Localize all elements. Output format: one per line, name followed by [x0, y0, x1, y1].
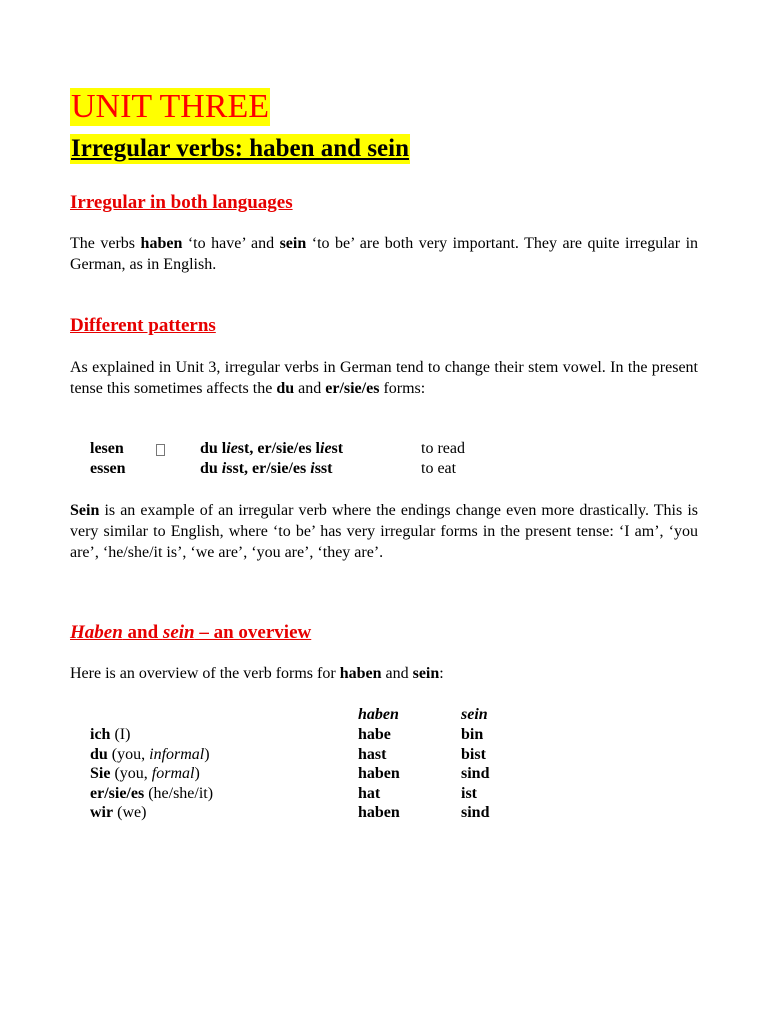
bold-run: haben: [140, 235, 183, 252]
haben-form-cell: haben: [358, 804, 400, 821]
example-table: [90, 439, 510, 478]
subtitle-block: [70, 134, 410, 164]
text-run: forms:: [379, 380, 426, 397]
pronoun-cell: er/sie/es (he/she/it): [90, 784, 214, 802]
pronoun-cell: ich (I): [90, 726, 131, 743]
table-row: [90, 784, 530, 804]
unit-title: UNIT THREE: [71, 88, 270, 125]
sein-form-cell: ist: [461, 784, 477, 802]
italic-run: sein: [162, 622, 195, 643]
section-heading-overview: [70, 621, 311, 645]
text-run: and: [122, 622, 163, 643]
table-row: [90, 745, 530, 765]
table-row: [90, 764, 530, 784]
example-verb: essen: [90, 459, 126, 477]
bold-run: sein: [279, 235, 307, 252]
sein-form-cell: sind: [461, 804, 490, 821]
text-run: and: [294, 380, 326, 397]
paragraph-irregular: [70, 233, 698, 275]
example-forms: du liest, er/sie/es liest: [200, 440, 344, 457]
haben-form-cell: habe: [358, 726, 391, 743]
section-heading-irregular: Irregular in both languages: [70, 192, 293, 213]
example-meaning: to eat: [421, 459, 457, 477]
haben-form-cell: haben: [358, 765, 400, 782]
text-run: :: [439, 665, 444, 682]
paragraph-patterns: [70, 357, 698, 399]
column-header-haben: haben: [358, 706, 399, 723]
bold-run: er/sie/es: [325, 380, 380, 397]
text-run: and: [381, 665, 413, 682]
pronoun-cell: wir (we): [90, 804, 147, 821]
sein-form-cell: bist: [461, 745, 486, 763]
main-subtitle: Irregular verbs: haben and sein: [71, 135, 410, 162]
text-run: ‘to be’ are both very important. They are quite irregular in German, as in English.: [70, 235, 699, 273]
example-forms: du isst, er/sie/es isst: [200, 459, 333, 477]
haben-form-cell: hast: [358, 745, 387, 763]
example-meaning: to read: [421, 440, 465, 457]
table-row: [90, 803, 530, 823]
pronoun-cell: Sie (you, formal): [90, 765, 200, 782]
text-run: The verbs: [70, 235, 141, 252]
text-run: As explained in Unit 3, irregular verbs in German tend to change their stem vowel. In the present tense this sometimes affects the: [70, 359, 698, 397]
sein-form-cell: sind: [461, 765, 490, 782]
bold-run: Sein: [70, 502, 100, 519]
italic-run: Haben: [70, 622, 123, 643]
text-run: ‘to have’ and: [182, 235, 280, 252]
verb-overview-table: [90, 705, 530, 823]
example-row: [90, 459, 510, 479]
text-run: is an example of an irregular verb where the endings change even more drastically. This is very similar to English, where ‘to be’ has very irregular forms in the present tense: ‘I am’, ‘you are’, ‘he/she/it is’, ‘we are’, ‘you are’, ‘they are’.: [70, 502, 698, 561]
example-row: [90, 439, 510, 459]
text-run: Here is an overview of the verb forms for: [70, 665, 340, 682]
table-row: [90, 725, 530, 745]
column-header-sein: sein: [461, 706, 488, 723]
haben-form-cell: hat: [358, 784, 381, 802]
bold-run: du: [276, 380, 295, 397]
text-run: – an overview: [194, 622, 312, 643]
section-heading-patterns: Different patterns: [70, 315, 216, 336]
table-body: [90, 725, 530, 823]
bold-run: haben: [339, 665, 382, 682]
paragraph-sein: [70, 500, 698, 563]
bold-run: sein: [412, 665, 440, 682]
pronoun-cell: du (you, informal): [90, 745, 210, 763]
table-header-row: [90, 705, 530, 725]
title-block: [70, 88, 270, 126]
paragraph-overview: [70, 663, 698, 684]
example-verb: lesen: [90, 440, 124, 457]
sein-form-cell: bin: [461, 726, 484, 743]
